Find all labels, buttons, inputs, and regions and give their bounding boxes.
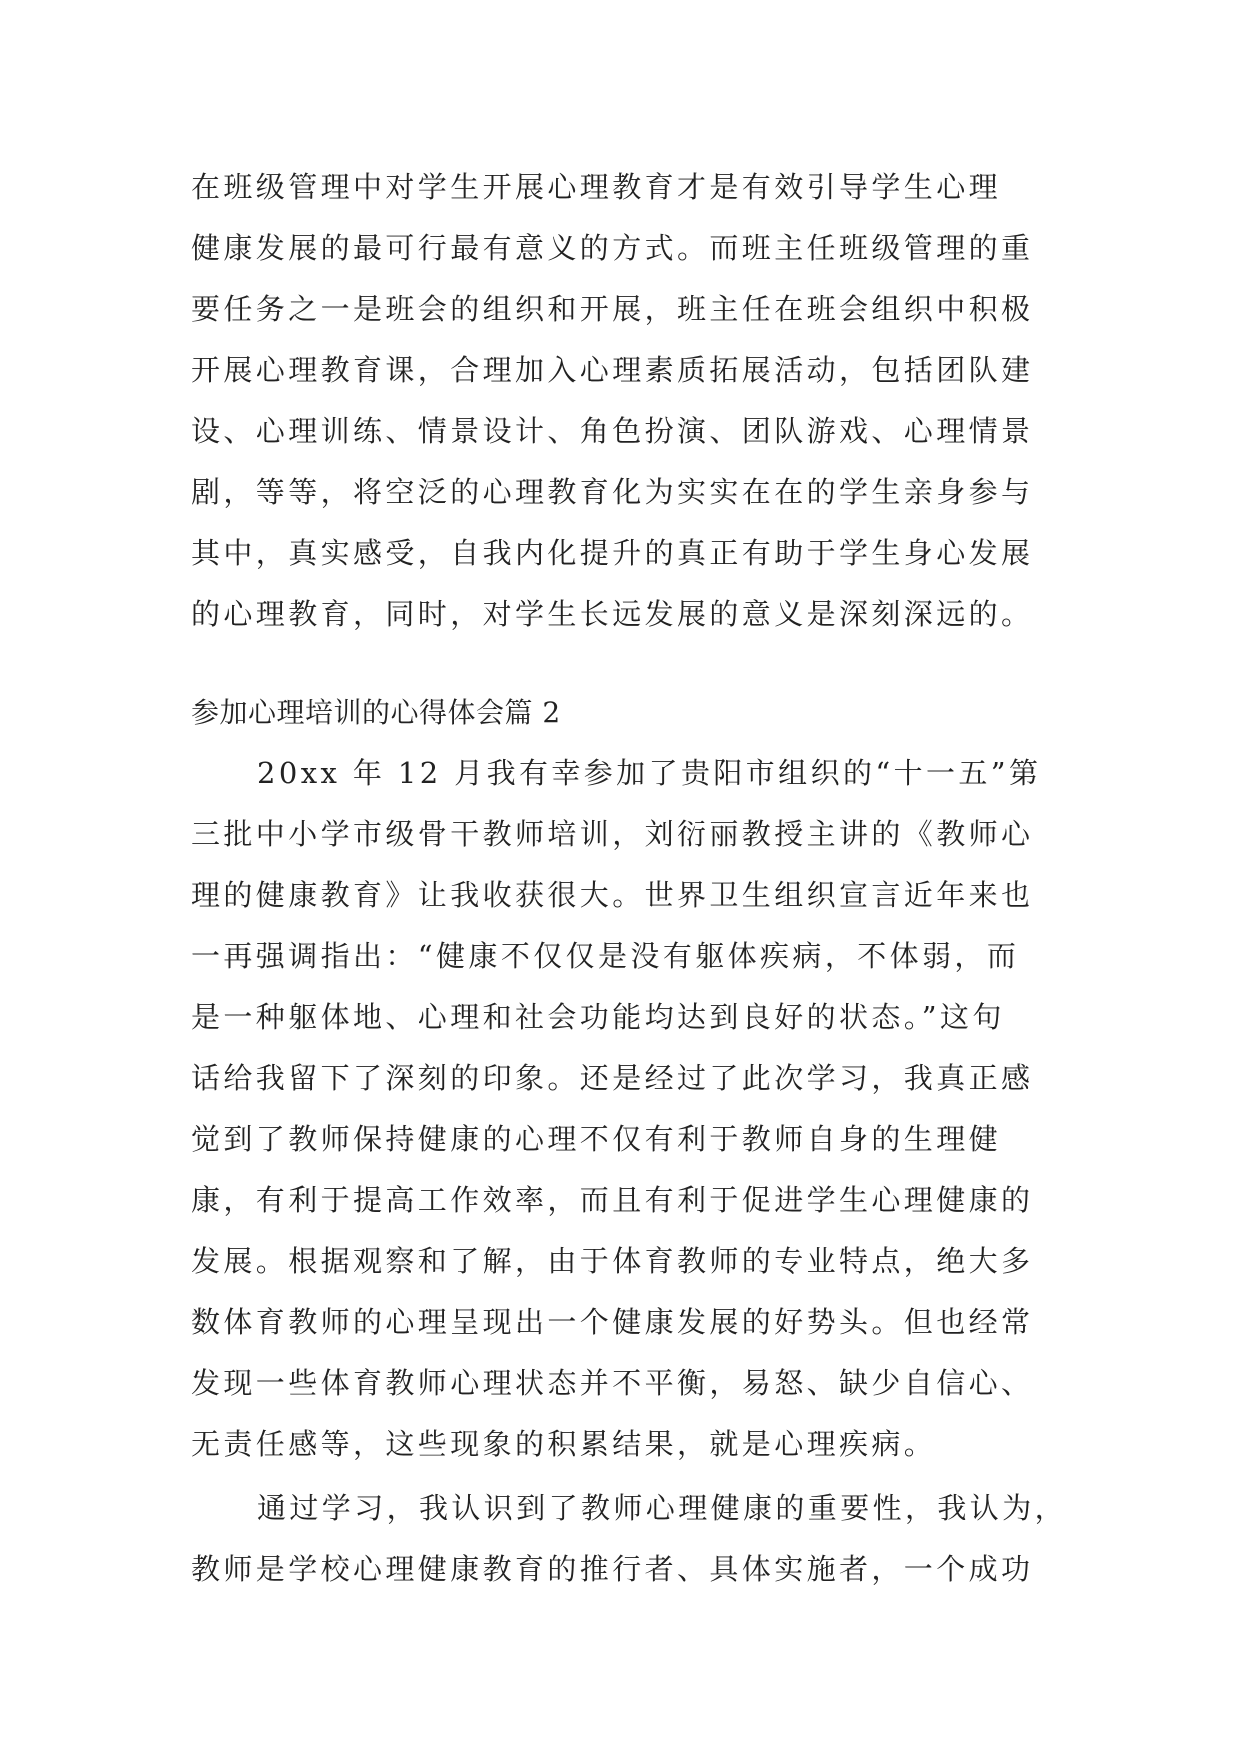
paragraph-line: 发展。根据观察和了解，由于体育教师的专业特点，绝大多 — [191, 1244, 1034, 1278]
paragraph-line: 发现一些体育教师心理状态并不平衡，易怒、缺少自信心、 — [191, 1366, 1034, 1400]
paragraph-line: 其中，真实感受，自我内化提升的真正有助于学生身心发展 — [191, 536, 1034, 570]
paragraph-line: 设、心理训练、情景设计、角色扮演、团队游戏、心理情景 — [191, 414, 1034, 448]
paragraph-line: 健康发展的最可行最有意义的方式。而班主任班级管理的重 — [191, 231, 1034, 265]
paragraph-line: 是一种躯体地、心理和社会功能均达到良好的状态。”这句 — [191, 1000, 1005, 1034]
paragraph-line: 要任务之一是班会的组织和开展，班主任在班会组织中积极 — [191, 292, 1034, 326]
paragraph-line: 剧，等等，将空泛的心理教育化为实实在在的学生亲身参与 — [191, 475, 1034, 509]
paragraph-3 — [191, 1478, 1071, 1600]
paragraph-line: 无责任感等，这些现象的积累结果，就是心理疾病。 — [191, 1427, 937, 1461]
paragraph-line: 教师是学校心理健康教育的推行者、具体实施者，一个成功 — [191, 1552, 1034, 1586]
paragraph-line: 数体育教师的心理呈现出一个健康发展的好势头。但也经常 — [191, 1305, 1034, 1339]
paragraph-line: 的心理教育，同时，对学生长远发展的意义是深刻深远的。 — [191, 597, 1034, 631]
paragraph-line: 通过学习，我认识到了教师心理健康的重要性，我认为， — [257, 1491, 1068, 1525]
paragraph-1 — [191, 157, 1071, 645]
paragraph-line: 开展心理教育课，合理加入心理素质拓展活动，包括团队建 — [191, 353, 1034, 387]
paragraph-line: 一再强调指出：“健康不仅仅是没有躯体疾病，不体弱，而 — [191, 939, 1020, 973]
section-heading: 参加心理培训的心得体会篇 2 — [191, 696, 561, 729]
paragraph-line: 话给我留下了深刻的印象。还是经过了此次学习，我真正感 — [191, 1061, 1034, 1095]
paragraph-line: 康，有利于提高工作效率，而且有利于促进学生心理健康的 — [191, 1183, 1034, 1217]
paragraph-2 — [191, 743, 1071, 1475]
paragraph-line: 20xx 年 12 月我有幸参加了贵阳市组织的“十一五”第 — [257, 756, 1042, 790]
paragraph-line: 理的健康教育》让我收获很大。世界卫生组织宣言近年来也 — [191, 878, 1034, 912]
paragraph-line: 三批中小学市级骨干教师培训，刘衍丽教授主讲的《教师心 — [191, 817, 1034, 851]
paragraph-line: 觉到了教师保持健康的心理不仅有利于教师自身的生理健 — [191, 1122, 1002, 1156]
paragraph-line: 在班级管理中对学生开展心理教育才是有效引导学生心理 — [191, 170, 1002, 204]
